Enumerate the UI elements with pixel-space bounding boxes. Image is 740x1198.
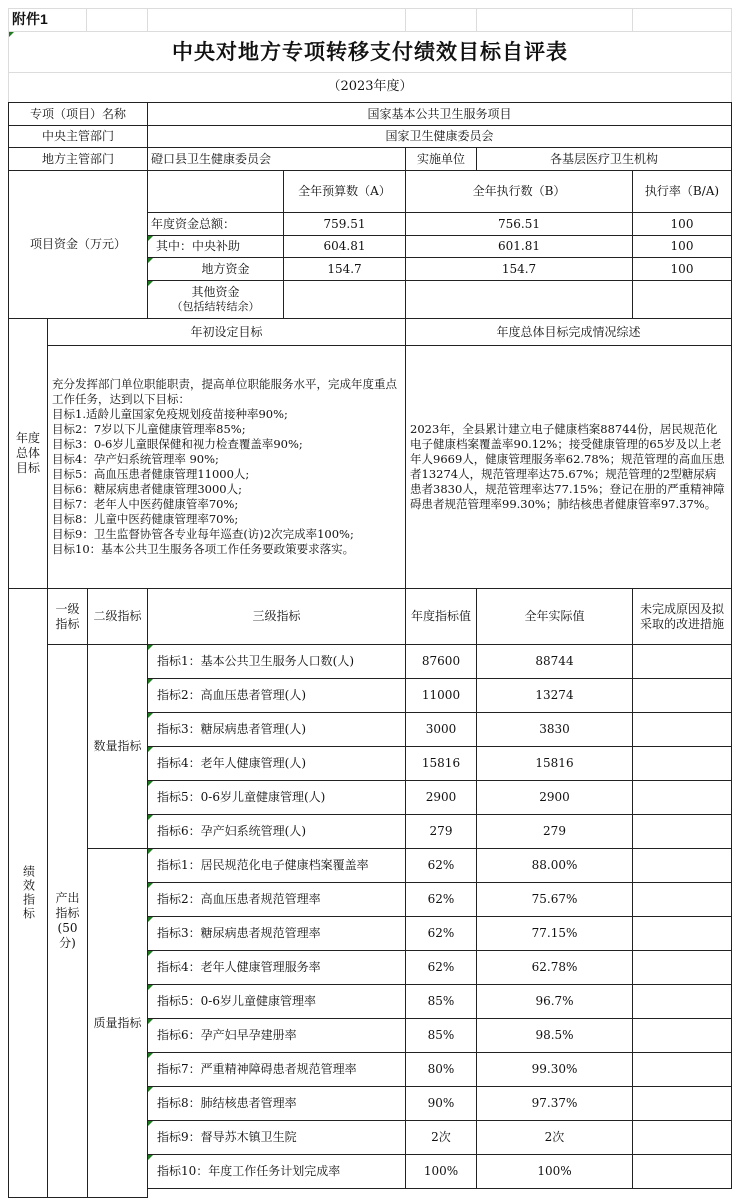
indicator-reason (632, 814, 732, 849)
funds-row-budget: 759.51 (283, 212, 406, 236)
indicator-name: 指标10：年度工作任务计划完成率 (147, 1154, 406, 1189)
indicators-section-label (8, 588, 48, 1198)
indicator-actual: 15816 (476, 746, 633, 781)
header-reason: 未完成原因及拟采取的改进措施 (632, 588, 732, 645)
funds-row-label: 其中：中央补助 (147, 235, 284, 258)
impl-unit-label: 实施单位 (405, 147, 477, 171)
indicator-reason (632, 848, 732, 883)
indicator-name: 指标6：孕产妇早孕建册率 (147, 1018, 406, 1053)
indicator-name: 指标2：高血压患者管理(人) (147, 678, 406, 713)
indicator-target: 85% (405, 1018, 477, 1053)
funds-header-blank (147, 170, 284, 213)
indicator-reason (632, 1052, 732, 1087)
funds-row-label-note: （包括结转结余） (171, 300, 260, 314)
indicator-actual: 88.00% (476, 848, 633, 883)
indicator-actual: 62.78% (476, 950, 633, 985)
grid-cell (86, 8, 148, 32)
attachment-label: 附件1 (8, 8, 87, 32)
funds-row-other (147, 280, 284, 319)
indicator-reason (632, 678, 732, 713)
goals-initial-header: 年初设定目标 (47, 318, 406, 346)
indicator-target: 15816 (405, 746, 477, 781)
indicator-actual: 279 (476, 814, 633, 849)
indicator-name: 指标1：基本公共卫生服务人口数(人) (147, 644, 406, 679)
funds-row-executed: 756.51 (405, 212, 633, 236)
indicator-name: 指标5：0-6岁儿童健康管理率 (147, 984, 406, 1019)
indicator-name: 指标7：严重精神障碍患者规范管理率 (147, 1052, 406, 1087)
funds-row-budget (283, 280, 406, 319)
header-actual: 全年实际值 (476, 588, 633, 645)
indicator-target: 62% (405, 916, 477, 951)
page-title (8, 31, 732, 73)
funds-header-rate: 执行率（B/A) (632, 170, 732, 213)
indicator-name: 指标4：老年人健康管理服务率 (147, 950, 406, 985)
level1-output-indicator: 产出指标(50分) (47, 644, 88, 1198)
indicator-name: 指标3：糖尿病患者规范管理率 (147, 916, 406, 951)
local-dept-label: 地方主管部门 (8, 147, 148, 171)
grid-cell (476, 8, 633, 32)
indicator-reason (632, 644, 732, 679)
indicator-actual: 96.7% (476, 984, 633, 1019)
funds-row-budget: 604.81 (283, 235, 406, 258)
indicator-actual: 75.67% (476, 882, 633, 917)
funds-row-rate: 100 (632, 235, 732, 258)
indicator-actual: 77.15% (476, 916, 633, 951)
funds-row-executed: 601.81 (405, 235, 633, 258)
indicator-target: 62% (405, 848, 477, 883)
indicator-target: 100% (405, 1154, 477, 1189)
central-dept-value: 国家卫生健康委员会 (147, 125, 732, 148)
funds-row-label: 地方资金 (147, 257, 284, 281)
indicator-reason (632, 1154, 732, 1189)
page-title-text: 中央对地方专项转移支付绩效目标自评表 (172, 39, 568, 64)
indicator-target: 80% (405, 1052, 477, 1087)
impl-unit-value: 各基层医疗卫生机构 (476, 147, 732, 171)
indicator-actual: 99.30% (476, 1052, 633, 1087)
header-target: 年度指标值 (405, 588, 477, 645)
indicator-target: 85% (405, 984, 477, 1019)
indicator-target: 3000 (405, 712, 477, 747)
indicator-actual: 2次 (476, 1120, 633, 1155)
indicator-actual: 13274 (476, 678, 633, 713)
indicator-name: 指标6：孕产妇系统管理(人) (147, 814, 406, 849)
funds-row-rate: 100 (632, 212, 732, 236)
indicator-reason (632, 780, 732, 815)
central-dept-label: 中央主管部门 (8, 125, 148, 148)
level2-quantity: 数量指标 (87, 644, 148, 849)
indicator-reason (632, 1018, 732, 1053)
indicator-reason (632, 984, 732, 1019)
indicator-reason (632, 950, 732, 985)
indicator-reason (632, 916, 732, 951)
grid-cell (405, 8, 477, 32)
level2-quality: 质量指标 (87, 848, 148, 1198)
goals-summary-text: 2023年，全县累计建立电子健康档案88744份，居民规范化电子健康档案覆盖率90.12%；接受健康管理的65岁及以上老年人9669人，健康管理服务率62.78%；规范管理的高血压患者13274人，规范管理率达75.67%；规范管理的2型糖尿病患者3830人，规范管理率达77.15%；登记在册的严重精神障碍患者规范管理率99.30%；肺结核患者健康管率97.37%。 (405, 345, 732, 589)
funds-header-executed: 全年执行数（B） (405, 170, 633, 213)
indicator-reason (632, 1120, 732, 1155)
indicator-reason (632, 1086, 732, 1121)
funds-row-label: 年度资金总额： (147, 212, 284, 236)
indicator-name: 指标5：0-6岁儿童健康管理(人) (147, 780, 406, 815)
indicator-reason (632, 712, 732, 747)
header-level1: 一级指标 (47, 588, 88, 645)
header-level3: 三级指标 (147, 588, 406, 645)
indicator-name: 指标9：督导苏木镇卫生院 (147, 1120, 406, 1155)
local-dept-value: 磴口县卫生健康委员会 (147, 147, 406, 171)
indicator-actual: 88744 (476, 644, 633, 679)
indicator-target: 87600 (405, 644, 477, 679)
indicator-reason (632, 882, 732, 917)
goals-section-label: 年度总体目标 (8, 318, 48, 589)
indicator-name: 指标8：肺结核患者管理率 (147, 1086, 406, 1121)
goals-summary-header: 年度总体目标完成情况综述 (405, 318, 732, 346)
grid-cell (632, 8, 732, 32)
page-subtitle: （2023年度） (8, 72, 732, 103)
indicator-target: 2900 (405, 780, 477, 815)
indicator-target: 11000 (405, 678, 477, 713)
indicator-actual: 98.5% (476, 1018, 633, 1053)
funds-header-budget: 全年预算数（A） (283, 170, 406, 213)
grid-cell (147, 8, 406, 32)
indicator-name: 指标2：高血压患者规范管理率 (147, 882, 406, 917)
header-level2: 二级指标 (87, 588, 148, 645)
funds-row-label: 其他资金 (191, 285, 240, 300)
indicator-target: 62% (405, 882, 477, 917)
funds-row-rate (632, 280, 732, 319)
indicator-actual: 3830 (476, 712, 633, 747)
funds-row-executed: 154.7 (405, 257, 633, 281)
indicator-target: 2次 (405, 1120, 477, 1155)
indicator-name: 指标1：居民规范化电子健康档案覆盖率 (147, 848, 406, 883)
indicator-actual: 2900 (476, 780, 633, 815)
indicator-actual: 100% (476, 1154, 633, 1189)
goals-initial-text: 充分发挥部门单位职能职责，提高单位职能服务水平，完成年度重点工作任务，达到以下目标： 目标1.适龄儿童国家免疫规划疫苗接种率90%; 目标2：7岁以下儿童健康管理率85%; 目标3：0-6岁儿童眼保健和视力检查覆盖率90%; 目标4：孕产妇系统管理率 90%; 目标5：高血压患者健康管理11000人; 目标6：糖尿病患者健康管理3000人; 目标7：老年人中医药健康管率70%; 目标8：儿童中医药健康管理率70%; 目标9：卫生监督协管各专业每年巡查(访)2次完成率100%; 目标10：基本公共卫生服务各项工作任务要政策要求落实。 (47, 345, 406, 589)
indicator-name: 指标4：老年人健康管理(人) (147, 746, 406, 781)
indicator-target: 90% (405, 1086, 477, 1121)
indicator-actual: 97.37% (476, 1086, 633, 1121)
funds-row-rate: 100 (632, 257, 732, 281)
funds-row-executed (405, 280, 633, 319)
indicator-target: 279 (405, 814, 477, 849)
project-name-label: 专项（项目）名称 (8, 102, 148, 126)
project-name-value: 国家基本公共卫生服务项目 (147, 102, 732, 126)
indicator-target: 62% (405, 950, 477, 985)
indicator-reason (632, 746, 732, 781)
indicators-section-label-text: 绩效指标 (21, 865, 36, 921)
funds-section-label: 项目资金（万元） (8, 170, 148, 319)
funds-row-budget: 154.7 (283, 257, 406, 281)
indicator-name: 指标3：糖尿病患者管理(人) (147, 712, 406, 747)
